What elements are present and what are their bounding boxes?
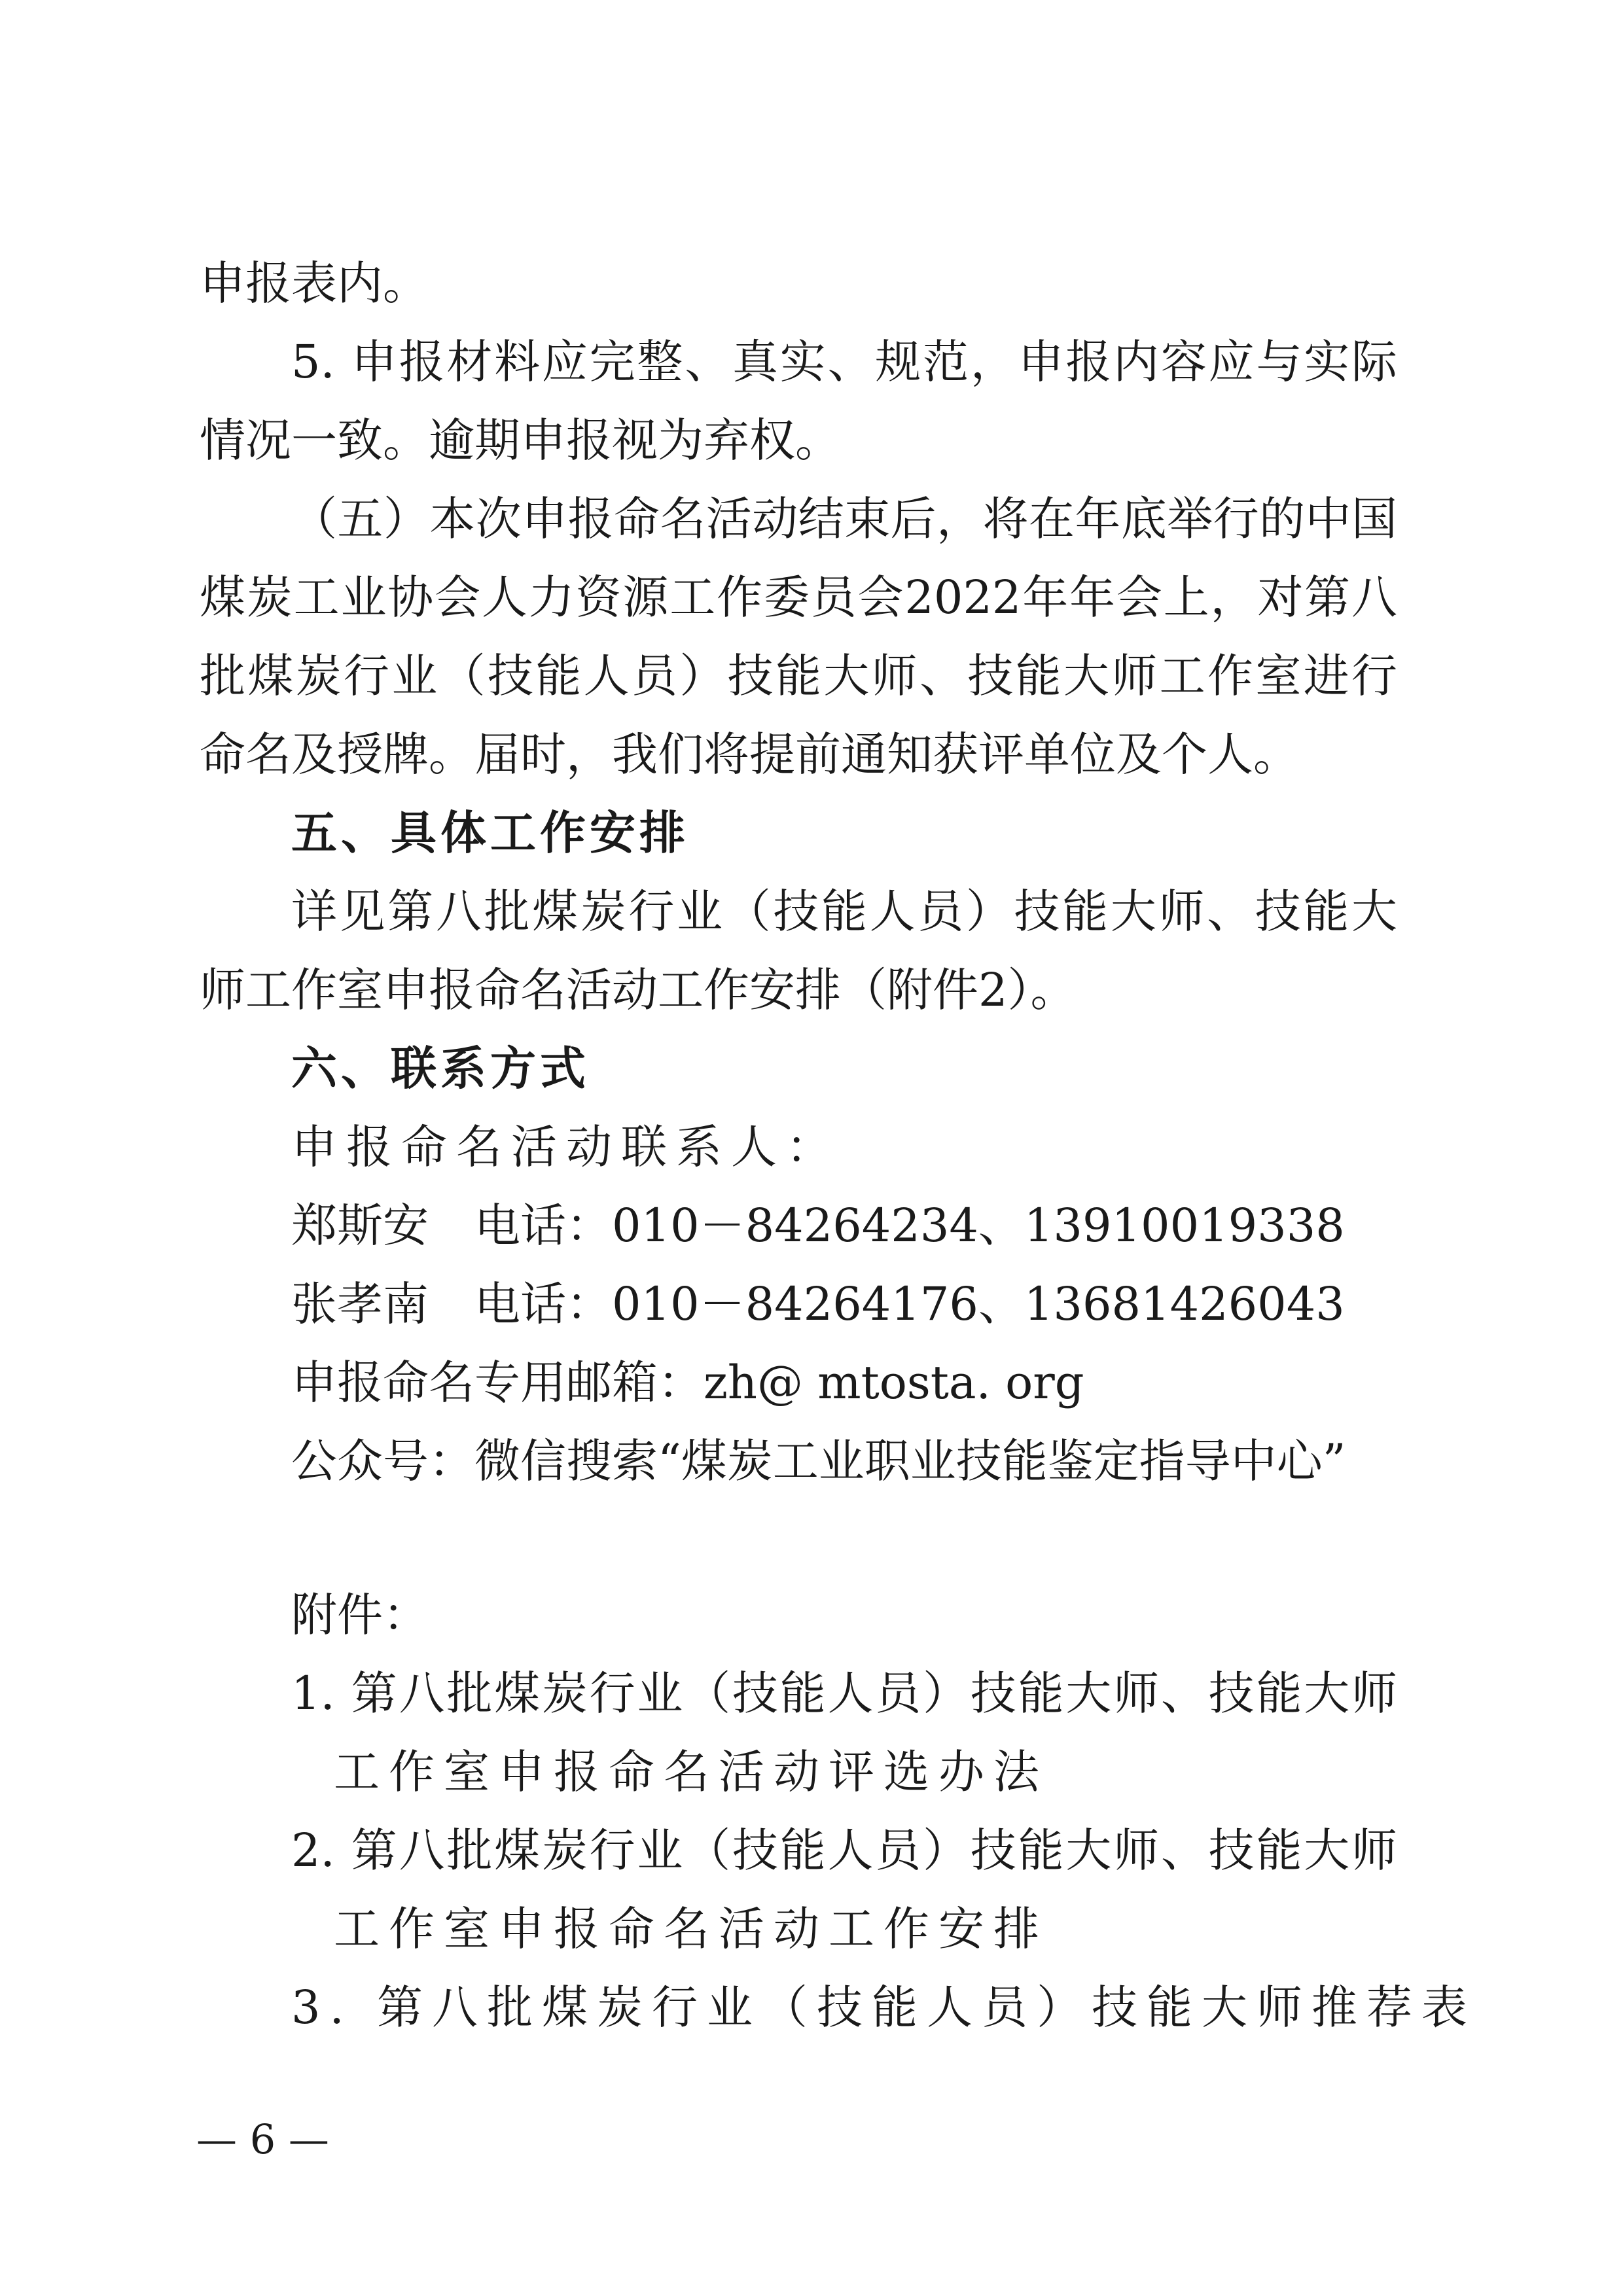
page-number: — 6 — xyxy=(196,2115,329,2163)
text-line-2: 5. 申报材料应完整、真实、规范，申报内容应与实际 xyxy=(291,335,1397,389)
contact-1: 郑斯安 电话：010－84264234、13910019338 xyxy=(291,1199,1345,1252)
section5-body-line-2: 师工作室申报命名活动工作安排（附件2）。 xyxy=(200,963,1077,1017)
wechat-line: 公众号：微信搜索“煤炭工业职业技能鉴定指导中心” xyxy=(291,1434,1346,1488)
text-line-1: 申报表内。 xyxy=(200,256,429,310)
text-line-4: （五）本次申报命名活动结束后，将在年底举行的中国 xyxy=(291,492,1397,546)
contact-2: 张孝南 电话：010－84264176、13681426043 xyxy=(291,1277,1345,1331)
text-line-6: 批煤炭行业（技能人员）技能大师、技能大师工作室进行 xyxy=(200,649,1397,703)
contact-label: 申报命名活动联系人： xyxy=(291,1120,841,1174)
section5-body-line-1: 详见第八批煤炭行业（技能人员）技能大师、技能大 xyxy=(291,885,1397,938)
attachment-1-line-1: 1. 第八批煤炭行业（技能人员）技能大师、技能大师 xyxy=(291,1667,1397,1720)
section-heading-5: 五、具体工作安排 xyxy=(291,806,689,860)
section-heading-6: 六、联系方式 xyxy=(291,1042,590,1095)
attachment-1-line-2: 工作室申报命名活动评选办法 xyxy=(334,1745,1048,1799)
text-line-5: 煤炭工业协会人力资源工作委员会2022年年会上，对第八 xyxy=(200,571,1397,624)
text-line-3: 情况一致。逾期申报视为弃权。 xyxy=(200,414,841,467)
email-line: 申报命名专用邮箱：zh@ mtosta. org xyxy=(291,1356,1084,1409)
attachment-2-line-2: 工作室申报命名活动工作安排 xyxy=(334,1902,1048,1956)
attachment-3-line-1: 3. 第八批煤炭行业（技能人员）技能大师推荐表 xyxy=(291,1981,1477,2034)
text-line-7: 命名及授牌。届时，我们将提前通知获评单位及个人。 xyxy=(200,728,1299,781)
attachments-label: 附件： xyxy=(291,1588,429,1642)
attachment-2-line-1: 2. 第八批煤炭行业（技能人员）技能大师、技能大师 xyxy=(291,1824,1397,1877)
